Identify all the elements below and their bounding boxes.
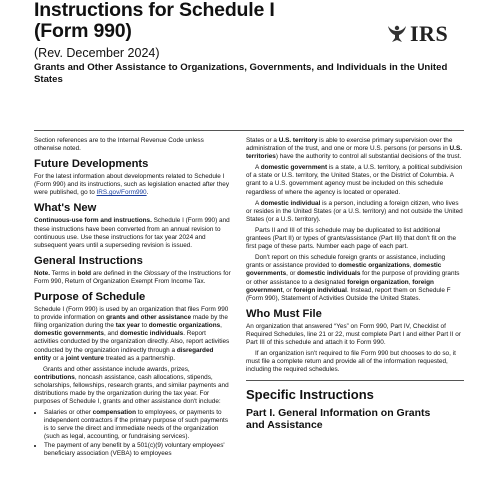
domestic-individual-text: A domestic individual is a person, including a foreign citizen, who lives or resides in the United States (or a U.S. territory) and not outside the United States (or a U.S. territory). xyxy=(246,199,463,223)
future-developments-text: For the latest information about developments related to Schedule I (Form 990) and its instructions, such as legislation enacted after they were published, go to IRS.gov/Form990. xyxy=(34,173,230,197)
section-divider xyxy=(246,380,464,381)
whats-new-text: Continuous-use form and instructions. Schedule I (Form 990) and these instructions have been converted from an annual revision to continuous use. Use these instructions for tax year 2024 and subsequent years until a superseding revision is issued. xyxy=(34,217,230,249)
domestic-government-text: A domestic government is a state, a U.S. territory, a political subdivision of a state or U.S. territory, the United States, or the District of Columbia. A grant to a U.S. government agency must be included on this schedule regardless of where the agency is located or operated. xyxy=(246,164,463,196)
form990-link[interactable]: IRS.gov/Form990 xyxy=(96,189,147,197)
trust-text: States or a U.S. territory is able to exercise primary supervision over the administration of the trust, and one or more U.S. persons (or persons in U.S. territories) have the authority to control all substantial decisions of the trust. xyxy=(246,137,462,161)
irs-logo xyxy=(385,22,465,48)
revision-date: (Rev. December 2024) xyxy=(34,46,160,60)
heading-part-1: Part I. General Information on Grants and Assistance xyxy=(246,407,431,432)
title-line-2: (Form 990) xyxy=(34,20,132,42)
who-must-file-text-2: If an organization isn't required to file Form 990 but chooses to do so, it must file a complete return and provide all of the information requested, including the required schedules. xyxy=(246,350,456,374)
logo-text: IRS xyxy=(410,21,449,46)
list-item: • The payment of any benefit by a 501(c)(9) voluntary employees' beneficiary association (VEBA) to employees xyxy=(44,442,232,458)
header-divider xyxy=(34,130,464,131)
heading-general-instructions: General Instructions xyxy=(34,254,143,267)
grants-text: Grants and other assistance include awards, prizes, contributions, noncash assistance, cash allocations, stipends, scholarships, fellowships, research grants, and similar payments and distributions made by the organization during the tax year. For purposes of Schedule I, grants and other assistance don't include: xyxy=(34,365,229,406)
document-subtitle: Grants and Other Assistance to Organizations, Governments, and Individuals in the United States xyxy=(34,62,448,85)
parts-duplication-text: Parts II and III of this schedule may be duplicated to list additional grantees (Part II) or types of grants/assistance (Part III) that don't fit on the first page of these parts. Number each page of each part. xyxy=(246,226,457,251)
who-must-file-text-1: An organization that answered “Yes” on Form 990, Part IV, Checklist of Required Schedules, line 21 or 22, must complete Part I and either Part II or Part III of this schedule and attach it to Form 990. xyxy=(246,322,461,346)
foreign-grants-text: Don't report on this schedule foreign grants or assistance, including grants or assistance provided to domestic organizations, domestic governments, or domestic individuals for the purpose of providing grants or other assistance to a designated foreign organization, foreign government, or foreign individual. Instead, report them on Schedule F (Form 990), Statement of Activities Outside the United States. xyxy=(246,254,460,302)
purpose-text: Schedule I (Form 990) is used by an organization that files Form 990 to provide information on grants and other assistance made by the filing organization during the tax year to domestic organizations, domestic governments, and domestic individuals. Report activities conducted by the organization directly. Also, report activities conducted by the organization indirectly through a disregarded entity or a joint venture treated as a partnership. xyxy=(34,306,230,362)
right-column xyxy=(246,137,464,433)
heading-specific-instructions: Specific Instructions xyxy=(246,387,374,403)
heading-whats-new: What's New xyxy=(34,202,97,215)
intro-text: Section references are to the Internal Revenue Code unless otherwise noted. xyxy=(34,137,204,153)
heading-who-must-file: Who Must File xyxy=(246,307,322,320)
note-text: Note. Terms in bold are defined in the Glossary of the Instructions for Form 990, Return of Organization Exempt From Income Tax. xyxy=(34,269,231,285)
heading-future-developments: Future Developments xyxy=(34,158,149,171)
list-item: • Salaries or other compensation to employees, or payments to independent contractors if the primary purpose of such payments is to serve the direct and immediate needs of the organization (such as legal, accounting, or fundraising services). xyxy=(44,409,232,441)
eagle-icon xyxy=(385,22,409,46)
left-column xyxy=(34,137,232,458)
exclusions-list xyxy=(34,409,232,458)
title-line-1: Instructions for Schedule I xyxy=(34,0,275,21)
heading-purpose-of-schedule: Purpose of Schedule xyxy=(34,291,146,304)
